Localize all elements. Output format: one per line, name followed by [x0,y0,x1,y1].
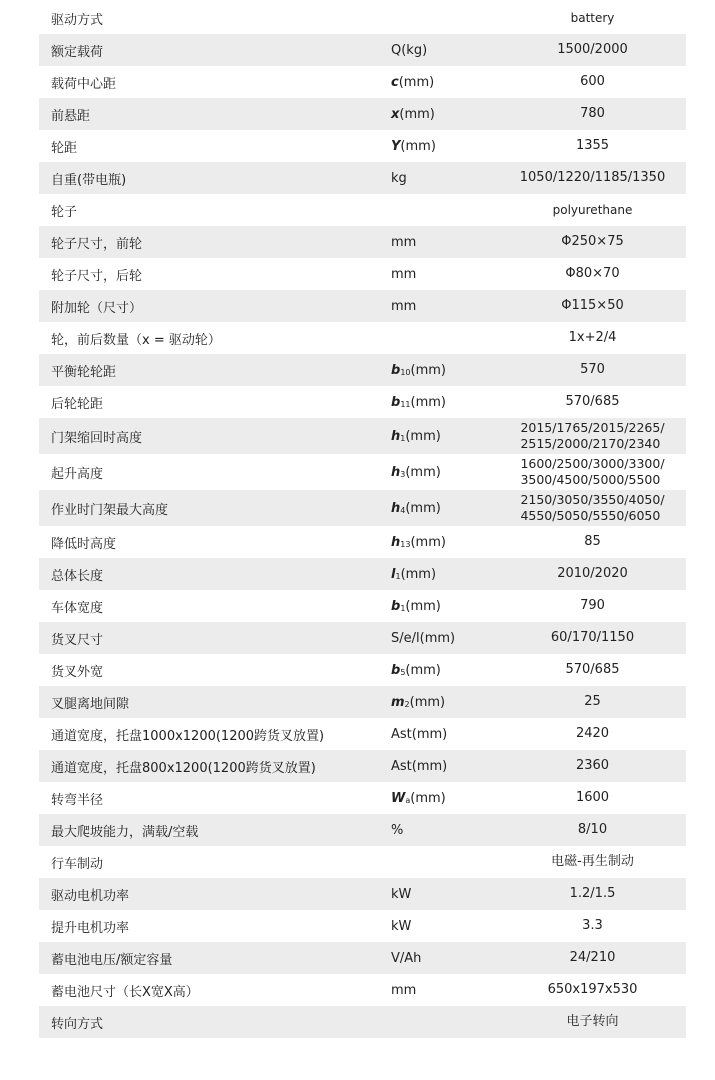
spec-name: 通道宽度，托盘800x1200(1200跨货叉放置) [39,750,383,782]
spec-unit [383,354,499,386]
spec-unit [383,130,499,162]
spec-name: 轮距 [51,140,78,156]
unit-symbol: h [391,534,401,550]
spec-value [499,130,686,162]
spec-unit [383,258,499,290]
spec-value-text: 电子转向 [566,1014,619,1029]
spec-value-text: 1600 [575,790,610,805]
unit-symbol: c [391,74,399,90]
spec-row [39,814,686,846]
spec-value [499,846,686,878]
spec-name: 行车制动 [51,856,104,872]
unit-subscript: 11 [400,399,411,409]
spec-name: 平衡轮轮距 [39,354,383,386]
spec-value-text: 2360 [575,758,610,773]
spec-row [39,162,686,194]
unit-symbol: l [391,566,396,582]
unit-text: kW [391,886,412,902]
spec-value-text: Φ115×50 [561,298,624,313]
unit-text: (mm) [410,790,446,806]
spec-value-text: 1355 [575,138,610,153]
spec-name: 总体长度 [39,558,383,590]
spec-value [499,258,686,290]
spec-row [39,290,686,322]
spec-name: 叉腿离地间隙 [39,686,383,718]
unit-text: kg [391,170,407,186]
spec-row [39,34,686,66]
spec-name: 额定载荷 [39,34,383,66]
spec-value-text: 2015/1765/2015/2265/ 2515/2000/2170/2340 [520,419,665,451]
spec-unit [383,322,499,354]
unit-text: (mm) [410,394,446,410]
unit-text: mm [391,298,417,314]
unit-subscript: 3 [400,469,406,479]
spec-row [39,258,686,290]
unit-symbol: Y [391,138,401,154]
unit-subscript: 1 [400,603,406,613]
spec-row [39,1006,686,1038]
unit-text: Ast(mm) [391,726,448,742]
unit-symbol: b [391,598,401,614]
unit-subscript: 1 [400,433,406,443]
unit-symbol: h [391,500,401,516]
spec-name: 作业时门架最大高度 [39,490,383,526]
spec-value [499,290,686,322]
unit-text: (mm) [399,106,435,122]
spec-value-text: 3.3 [582,918,603,933]
spec-row [39,354,686,386]
spec-name: 蓄电池尺寸（长X宽X高） [51,984,199,1000]
unit-text: kW [391,918,412,934]
spec-name: 门架缩回时高度 [39,418,383,454]
spec-value-text: 570 [580,362,605,377]
spec-value [499,322,686,354]
spec-row [39,782,686,814]
spec-unit [383,226,499,258]
spec-row [39,418,686,454]
unit-text: (mm) [409,694,446,710]
spec-value-text: battery [570,10,615,25]
unit-text: (mm) [405,500,441,516]
spec-row [39,130,686,162]
spec-value [499,686,686,718]
spec-unit [383,654,499,686]
spec-name: 驱动方式 [51,12,104,28]
spec-value-text: 8/10 [577,822,608,837]
spec-row [39,718,686,750]
spec-row [39,910,686,942]
spec-value [499,354,686,386]
spec-value [499,750,686,782]
spec-name: 起升高度 [51,466,104,482]
spec-value [499,386,686,418]
spec-row [39,846,686,878]
unit-text: mm [391,982,417,998]
unit-symbol: b [391,394,401,410]
spec-value-text: polyurethane [552,202,633,217]
unit-symbol: m [391,694,405,710]
unit-subscript: 4 [400,505,406,515]
spec-table [39,2,686,1038]
spec-unit [383,290,499,322]
spec-row [39,98,686,130]
spec-value [499,162,686,194]
spec-unit [383,490,499,526]
spec-value [499,782,686,814]
spec-unit [383,686,499,718]
unit-text: (mm) [405,464,441,480]
unit-text: mm [391,234,417,250]
spec-row [39,194,686,226]
spec-value [499,654,686,686]
unit-text: Ast(mm) [391,758,448,774]
spec-unit [383,34,499,66]
spec-value-text: 60/170/1150 [550,630,635,645]
spec-name: 轮子尺寸，前轮 [39,226,383,258]
spec-unit [383,910,499,942]
spec-value [499,878,686,910]
spec-value-text: 1x+2/4 [568,330,617,345]
spec-value [499,558,686,590]
unit-symbol: W [391,790,406,806]
spec-row [39,686,686,718]
spec-value-text: 650x197x530 [547,982,638,997]
spec-value [499,2,686,34]
spec-row [39,490,686,526]
spec-row [39,322,686,354]
spec-value-text: 电磁-再生制动 [551,854,634,869]
unit-text: (mm) [405,598,441,614]
spec-row [39,590,686,622]
spec-row [39,2,686,34]
spec-name: 转弯半径 [51,792,104,808]
spec-value [499,910,686,942]
spec-name: 蓄电池电压/额定容量 [39,942,383,974]
spec-unit [383,558,499,590]
spec-unit [383,386,499,418]
spec-name: 转向方式 [39,1006,383,1038]
spec-value-text: 1600/2500/3000/3300/ 3500/4500/5000/5500 [520,455,665,487]
spec-value-text: 790 [580,598,605,613]
unit-symbol: x [391,106,400,122]
spec-name: 车体宽度 [51,600,104,616]
unit-text: (mm) [410,534,446,550]
unit-symbol: h [391,428,401,444]
spec-value [499,814,686,846]
spec-name: 后轮轮距 [51,396,104,412]
unit-text: mm [391,266,417,282]
spec-unit [383,454,499,490]
spec-unit [383,66,499,98]
spec-value [499,454,686,490]
spec-value [499,490,686,526]
spec-value-text: Φ80×70 [565,266,620,281]
spec-unit [383,814,499,846]
spec-name: 货叉尺寸 [39,622,383,654]
spec-unit [383,194,499,226]
spec-value [499,590,686,622]
spec-row [39,558,686,590]
spec-row [39,526,686,558]
spec-value-text: 600 [580,74,605,89]
spec-value [499,98,686,130]
spec-value [499,66,686,98]
spec-name: 前悬距 [39,98,383,130]
spec-value [499,526,686,558]
spec-name: 最大爬坡能力，满载/空载 [39,814,383,846]
spec-unit [383,942,499,974]
spec-row [39,454,686,490]
unit-symbol: b [391,662,401,678]
spec-row [39,386,686,418]
spec-name: 附加轮（尺寸） [39,290,383,322]
spec-row [39,622,686,654]
spec-value-text: 25 [584,694,601,709]
spec-name: 自重(带电瓶) [39,162,383,194]
spec-unit [383,974,499,1006]
spec-unit [383,98,499,130]
spec-table-body [39,2,686,1038]
unit-text: (mm) [400,138,436,154]
spec-value-text: 2150/3050/3550/4050/ 4550/5050/5550/6050 [520,491,665,523]
spec-value-text: 570/685 [565,394,620,409]
spec-value [499,942,686,974]
unit-symbol: h [391,464,401,480]
spec-unit [383,718,499,750]
spec-name: 提升电机功率 [51,920,130,936]
unit-subscript: 10 [400,367,411,377]
spec-row [39,750,686,782]
spec-unit [383,750,499,782]
spec-value [499,418,686,454]
spec-value-text: 2010/2020 [557,566,628,581]
spec-row [39,974,686,1006]
spec-name: 通道宽度，托盘1000x1200(1200跨货叉放置) [51,728,325,744]
spec-value-text: Φ250×75 [561,234,624,249]
unit-text: (mm) [405,428,441,444]
unit-subscript: 2 [404,699,410,709]
spec-unit [383,526,499,558]
unit-subscript: a [405,795,411,805]
spec-unit [383,418,499,454]
spec-value-text: 1.2/1.5 [569,886,616,901]
unit-subscript: 13 [400,539,411,549]
spec-value [499,1006,686,1038]
unit-subscript: 1 [395,571,401,581]
spec-value-text: 2420 [575,726,610,741]
unit-text: (mm) [405,662,441,678]
spec-name: 轮，前后数量（x = 驱动轮） [51,332,221,348]
spec-value-text: 1050/1220/1185/1350 [519,170,666,185]
spec-unit [383,2,499,34]
spec-unit [383,846,499,878]
spec-value [499,974,686,1006]
spec-name: 降低时高度 [51,536,117,552]
unit-text: (mm) [400,566,437,582]
spec-value-text: 1500/2000 [557,42,628,57]
spec-unit [383,878,499,910]
unit-text: V/Ah [391,950,422,966]
unit-text: S/e/l(mm) [391,630,456,646]
spec-value [499,194,686,226]
spec-value-text: 780 [580,106,605,121]
unit-symbol: b [391,362,401,378]
spec-value [499,718,686,750]
spec-value-text: 24/210 [569,950,616,965]
spec-value [499,622,686,654]
spec-unit [383,590,499,622]
spec-unit [383,1006,499,1038]
spec-name: 驱动电机功率 [39,878,383,910]
spec-name: 载荷中心距 [51,76,117,92]
spec-row [39,942,686,974]
spec-name: 轮子尺寸，后轮 [51,268,143,284]
spec-unit [383,782,499,814]
spec-name: 轮子 [51,204,78,220]
spec-row [39,226,686,258]
spec-value [499,226,686,258]
spec-unit [383,622,499,654]
spec-value-text: 85 [584,534,601,549]
spec-value [499,34,686,66]
spec-value-text: 570/685 [565,662,620,677]
spec-unit [383,162,499,194]
spec-row [39,878,686,910]
unit-text: % [391,822,404,838]
spec-row [39,654,686,686]
unit-subscript: 5 [400,667,406,677]
spec-name: 货叉外宽 [51,664,104,680]
unit-text: Q(kg) [391,42,428,58]
unit-text: (mm) [410,362,446,378]
spec-row [39,66,686,98]
unit-text: (mm) [398,74,435,90]
